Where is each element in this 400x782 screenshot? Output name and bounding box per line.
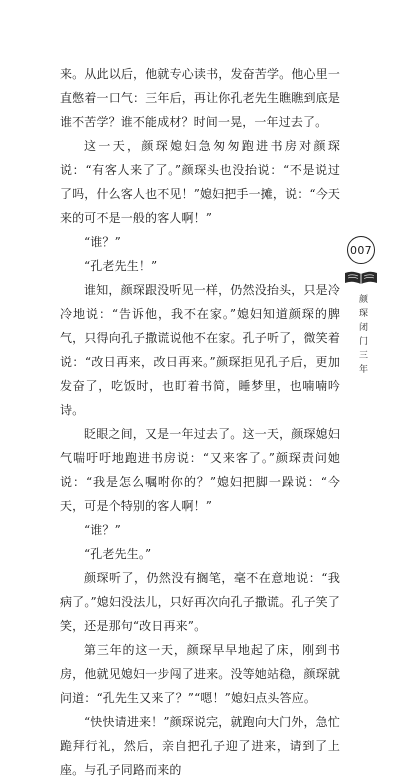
paragraph: “谁？” (84, 523, 121, 537)
body-text (60, 62, 340, 782)
paragraph: 第三年的这一天，颜琛早早地起了床，刚到书房，他就见媳妇一步闯了进来。没等她站稳，颜琛就问道：“孔先生又来了？”“嗯！”媳妇点头答应。 (60, 643, 340, 705)
paragraph: “快快请进来！”颜琛说完，就跑向大门外，急忙跪拜行礼，然后，亲自把孔子迎了进来，请到了上座。与孔子同路而来的 (60, 715, 340, 777)
page-number: 007 (347, 236, 375, 264)
book-ornament-icon (343, 268, 379, 286)
paragraph: 谁知，颜琛跟没听见一样，仍然没抬头，只是冷冷地说：“告诉他，我不在家。”媳妇知道颜琛的脾气，只得向孔子撒谎说他不在家。孔子听了，微笑着说：“改日再来，改日再来。”颜琛拒见孔子后，更加发奋了，吃饭时，也盯着书简，睡梦里，也喃喃吟诗。 (60, 283, 340, 417)
paragraph: 颜琛听了，仍然没有搁笔，毫不在意地说：“我病了。”媳妇没法儿，只好再次向孔子撒谎。孔子笑了笑，还是那句“改日再来”。 (60, 571, 340, 633)
paragraph: 来。从此以后，他就专心读书，发奋苦学。他心里一直憋着一口气：三年后，再让你孔老先生瞧瞧到底是谁不苦学？谁不能成材？时间一晃，一年过去了。 (60, 67, 340, 129)
running-title: 颜琛闭门三年 (357, 294, 367, 378)
paragraph: 眨眼之间，又是一年过去了。这一天，颜琛媳妇气喘吁吁地跑进书房说：“又来客了。”颜琛责问她说：“我是怎么嘱咐你的？”媳妇把脚一跺说：“今天，可是个特别的客人啊！” (60, 427, 340, 513)
paragraph: “孔老先生。” (84, 547, 152, 561)
paragraph: 这一天，颜琛媳妇急匆匆跑进书房对颜琛说：“有客人来了了。”颜琛头也没抬说：“不是说过了吗，什么客人也不见！”媳妇把手一摊，说：“今天来的可不是一般的客人啊！” (60, 139, 340, 225)
page-margin-decoration (343, 236, 387, 386)
paragraph: “谁？” (84, 235, 121, 249)
paragraph: “孔老先生！” (84, 259, 158, 273)
